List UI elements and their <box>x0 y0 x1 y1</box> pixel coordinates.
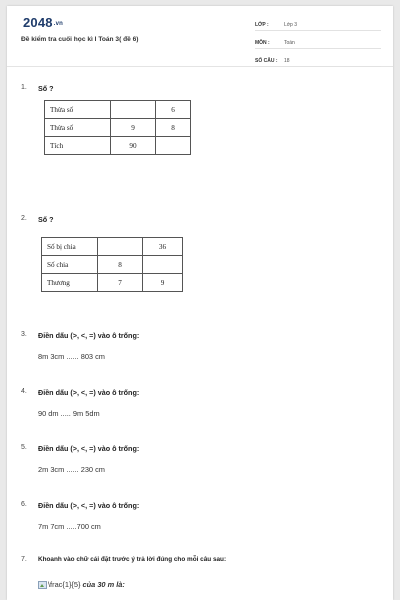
question-number: 2. <box>21 215 27 222</box>
table-cell: 7 <box>98 274 143 292</box>
question-text: Điền dấu (>, <, =) vào ô trống: <box>38 444 140 453</box>
question-text: Điền dấu (>, <, =) vào ô trống: <box>38 388 140 397</box>
table-row <box>42 274 183 292</box>
logo-suffix: .vn <box>53 20 64 27</box>
table-cell: Thừa số <box>45 119 111 137</box>
table-cell: Số chia <box>42 256 98 274</box>
meta-label: SỐ CÂU : <box>255 58 278 64</box>
exam-title: Đề kiểm tra cuối học kì I Toán 3( đề 6) <box>21 36 139 43</box>
table-cell: Tích <box>45 137 111 155</box>
comparison-line[interactable]: 90 dm ..... 9m 5dm <box>38 409 100 418</box>
question-text: Số ? <box>38 84 54 93</box>
table-row <box>42 256 183 274</box>
table-cell: Thừa số <box>45 101 111 119</box>
question-number: 6. <box>21 501 27 508</box>
table-row <box>45 137 191 155</box>
meta-value: Lớp 3 <box>284 22 298 28</box>
meta-row-class <box>255 17 381 31</box>
question-1-table <box>44 100 191 155</box>
table-cell: 9 <box>111 119 156 137</box>
question-number: 5. <box>21 444 27 451</box>
comparison-line[interactable]: 7m 7cm .....700 cm <box>38 522 101 531</box>
meta-row-count <box>255 53 381 67</box>
site-logo[interactable] <box>23 15 63 30</box>
worksheet-page <box>7 6 393 600</box>
meta-row-subject <box>255 35 381 49</box>
meta-label: LỚP : <box>255 22 269 28</box>
logo-main: 2048 <box>23 15 53 30</box>
table-cell: Thương <box>42 274 98 292</box>
table-cell: 9 <box>143 274 183 292</box>
meta-value: Toán <box>284 40 295 46</box>
table-row <box>45 101 191 119</box>
comparison-line[interactable]: 8m 3cm ...... 803 cm <box>38 352 105 361</box>
table-cell[interactable] <box>143 256 183 274</box>
question-text: Khoanh vào chữ cái đặt trước ý trả lời đúng cho mỗi câu sau: <box>38 556 227 563</box>
table-row <box>45 119 191 137</box>
table-cell[interactable] <box>156 137 191 155</box>
worksheet-header <box>7 6 393 67</box>
table-cell: 90 <box>111 137 156 155</box>
table-cell[interactable] <box>98 238 143 256</box>
table-cell: 8 <box>156 119 191 137</box>
meta-label: MÔN : <box>255 40 270 46</box>
table-cell: 36 <box>143 238 183 256</box>
table-row <box>42 238 183 256</box>
meta-value: 18 <box>284 58 290 64</box>
exam-meta <box>255 17 381 71</box>
question-text: Điền dấu (>, <, =) vào ô trống: <box>38 501 140 510</box>
question-number: 7. <box>21 556 27 563</box>
question-text: Điền dấu (>, <, =) vào ô trống: <box>38 331 140 340</box>
formula-tail: của 30 m là: <box>82 580 125 589</box>
comparison-line[interactable]: 2m 3cm ...... 230 cm <box>38 465 105 474</box>
broken-image-icon <box>38 581 47 589</box>
table-cell: 6 <box>156 101 191 119</box>
question-number: 1. <box>21 84 27 91</box>
formula-line <box>38 580 125 589</box>
question-number: 3. <box>21 331 27 338</box>
table-cell: 8 <box>98 256 143 274</box>
question-2-table <box>41 237 183 292</box>
question-text: Số ? <box>38 215 54 224</box>
table-cell[interactable] <box>111 101 156 119</box>
table-cell: Số bị chia <box>42 238 98 256</box>
formula-alt-text: \frac{1}{5} <box>48 580 81 589</box>
question-number: 4. <box>21 388 27 395</box>
